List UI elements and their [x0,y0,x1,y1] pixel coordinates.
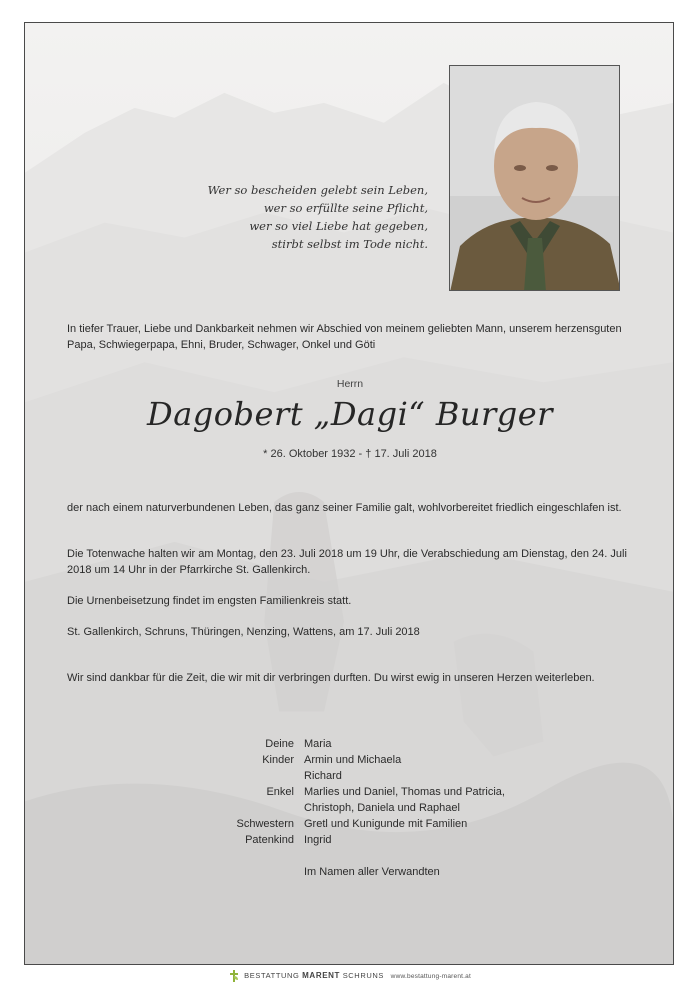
family-role: Patenkind [245,834,294,846]
closing-text: Im Namen aller Verwandten [304,866,440,878]
paragraph: Wir sind dankbar für die Zeit, die wir mit dir verbringen durften. Du wirst ewig in unseren Herzen weiterleben. [67,672,595,684]
footer-brand-word: MARENT [302,970,340,980]
paragraph: der nach einem naturverbundenen Leben, das ganz seiner Familie galt, wohlvorbereitet friedlich eingeschlafen ist. [67,502,622,514]
closing-row [0,864,700,880]
family-members: Richard [304,770,342,782]
poem-line: stirbt selbst im Tode nicht. [271,237,428,251]
paragraph: Die Urnenbeisetzung findet im engsten Familienkreis statt. [67,595,352,607]
poem-line: wer so erfüllte seine Pflicht, [263,201,428,215]
family-members: Marlies und Daniel, Thomas und Patricia, [304,786,505,798]
family-members: Maria [304,738,332,750]
family-row [0,768,700,784]
footer-website[interactable]: www.bestattung-marent.at [390,972,471,980]
footer-brand-word: BESTATTUNG [244,970,300,980]
footer [0,970,700,982]
family-members: Armin und Michaela [304,754,402,766]
poem-line: wer so viel Liebe hat gegeben, [249,219,428,233]
family-list [0,736,700,880]
family-role: Kinder [262,754,294,766]
family-row [0,816,700,832]
poem-line: Wer so bescheiden gelebt sein Leben, [207,183,428,197]
life-dates: * 26. Oktober 1932 - † 17. Juli 2018 [263,448,437,460]
family-members: Christoph, Daniela und Raphael [304,802,460,814]
family-role: Schwestern [236,818,294,830]
salutation: Herrn [336,378,364,390]
footer-brand [244,971,387,980]
family-row [0,800,700,816]
family-members: Ingrid [304,834,332,846]
family-row [0,736,700,752]
deceased-name: Dagobert „Dagi“ Burger [147,395,553,433]
family-row [0,832,700,848]
paragraph: St. Gallenkirch, Schruns, Thüringen, Nenzing, Wattens, am 17. Juli 2018 [67,626,420,638]
family-members: Gretl und Kunigunde mit Familien [304,818,468,830]
family-row [0,752,700,768]
footer-brand-word: SCHRUNS [342,970,384,980]
paragraph: Die Totenwache halten wir am Montag, den 23. Juli 2018 um 19 Uhr, die Verabschiedung am Dienstag, den 24. Juli 2018 um 14 Uhr in der Pfarrkirche St. Gallenkirch. [67,548,627,576]
intro-text: In tiefer Trauer, Liebe und Dankbarkeit nehmen wir Abschied von meinem geliebten Mann, unserem herzensguten Papa, Schwiegerpapa, Ehni, Bruder, Schwager, Onkel und Göti [67,323,622,351]
cross-leaf-logo-icon [229,970,239,982]
family-row [0,784,700,800]
family-role: Deine [265,738,294,750]
portrait-photo [449,65,620,291]
family-role: Enkel [266,786,294,798]
memorial-poem [208,181,428,253]
